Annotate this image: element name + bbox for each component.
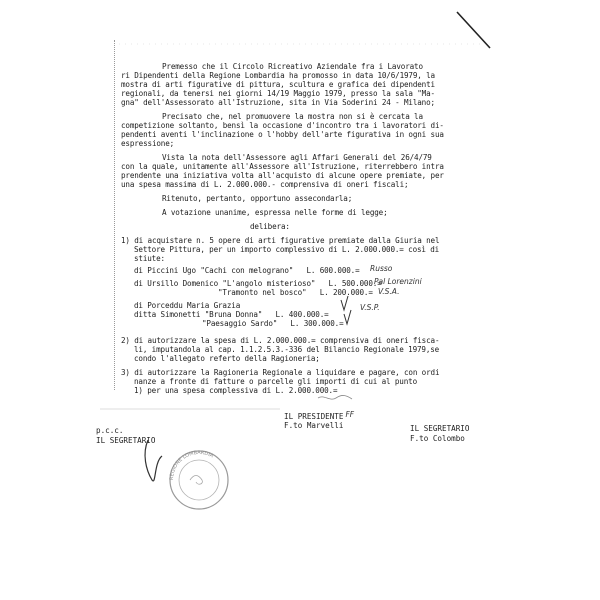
artwork-line: di Porceddu Maria Grazia <box>134 301 241 310</box>
body-line: stiute: <box>134 254 165 263</box>
body-line: competizione soltanto, bensì la occasione d'incontro tra i lavoratori di- <box>121 121 444 130</box>
body-line: nanze a fronte di fatture o parcelle gli importi di cui al punto <box>134 377 417 386</box>
artwork-line: "Tramonto nel bosco" L. 200.000.= <box>218 288 373 297</box>
artwork-line: di Piccini Ugo "Cachi con melograno" L. 600.000.= <box>134 266 360 275</box>
body-line: prendente una iniziativa volta all'acquisto di alcune opere premiate, per <box>121 171 444 180</box>
corner-stroke <box>457 12 490 48</box>
official-stamp <box>169 450 228 509</box>
body-line: 1) per una spesa complessiva di L. 2.000.000.= <box>134 386 338 395</box>
body-line: una spesa massima di L. 2.000.000.- comprensiva di oneri fiscali; <box>121 180 409 189</box>
body-line: condo l'allegato referto della Ragioneria; <box>134 354 320 363</box>
body-line: Precisato che, nel promuovere la mostra non si è cercata la <box>162 112 423 121</box>
segretario-title: IL SEGRETARIO <box>410 424 470 433</box>
body-line: con la quale, unitamente all'Assessore all'Istruzione, riterrebbero intra <box>121 162 444 171</box>
copia-label: p.c.c. <box>96 426 124 435</box>
body-line: ri Dipendenti della Regione Lombardia ha promosso in data 10/6/1979, la <box>121 71 435 80</box>
copia-segretario: IL SEGRETARIO <box>96 436 156 445</box>
handwritten-flourish <box>145 440 162 481</box>
check-mark <box>344 310 351 324</box>
artwork-line: ditta Simonetti "Bruna Donna" L. 400.000.= <box>134 310 329 319</box>
artwork-line: di Ursillo Domenico "L'angolo misterioso" L. 500.000.= <box>134 279 382 288</box>
presidente-title: IL PRESIDENTE FF <box>284 410 355 421</box>
artwork-line: "Paesaggio Sardo" L. 300.000.= <box>202 319 344 328</box>
body-line: pendenti aventi l'inclinazione o l'hobby dell'arte figurativa in ogni sua <box>121 130 444 139</box>
handwritten-note: V.S.A. <box>378 287 400 296</box>
body-line: Vista la nota dell'Assessore agli Affari Generali del 26/4/79 <box>162 153 432 162</box>
body-line: li, imputandola al cap. 1.1.2.5.3.-336 del Bilancio Regionale 1979,se <box>134 345 440 354</box>
body-line: gna" dell'Assessorato all'Istruzione, sita in Via Soderini 24 - Milano; <box>121 98 435 107</box>
check-mark <box>341 296 348 310</box>
body-line: 3) di autorizzare la Ragioneria Regionale a liquidare e pagare, con ordi <box>121 368 440 377</box>
segretario-name: F.to Colombo <box>410 434 465 443</box>
body-line: A votazione unanime, espressa nelle forme di legge; <box>162 208 388 217</box>
body-line: mostra di arti figurative di pittura, scultura e grafica dei dipendenti <box>121 80 435 89</box>
handwritten-note: FF <box>345 410 355 419</box>
body-line: espressione; <box>121 139 175 148</box>
body-line: Premesso che il Circolo Ricreativo Aziendale fra i Lavorato <box>162 62 423 71</box>
handwritten-note: Pal Lorenzini <box>374 277 422 286</box>
body-line: Settore Pittura, per un importo complessivo di L. 2.000.000.= così di <box>134 245 440 254</box>
handwritten-note: Russo <box>370 264 393 273</box>
body-line: Ritenuto, pertanto, opportuno assecondarla; <box>162 194 353 203</box>
stamp-text: REGIONE LOMBARDIA <box>168 449 215 481</box>
handwritten-note: V.S.P. <box>360 303 380 312</box>
body-line: 1) di acquistare n. 5 opere di arti figurative premiate dalla Giuria nel <box>121 236 440 245</box>
body-line: 2) di autorizzare la spesa di L. 2.000.000.= comprensiva di oneri fisca- <box>121 336 440 345</box>
delibera-heading: delibera: <box>250 222 290 231</box>
body-line: regionali, da tenersi nei giorni 14/19 Maggio 1979, presso la sala "Ma- <box>121 89 435 98</box>
presidente-name: F.to Marvelli <box>284 421 344 430</box>
signature-scribble <box>318 395 352 399</box>
